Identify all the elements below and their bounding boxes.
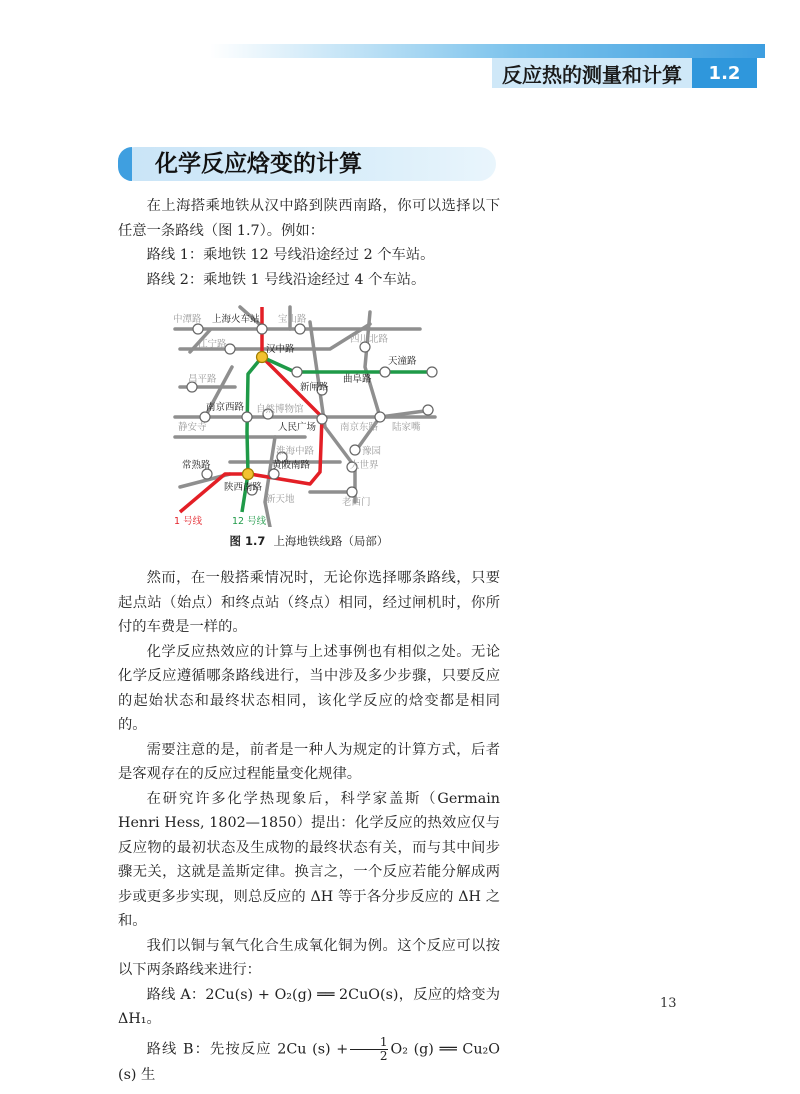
label-jiangning: 江宁路 — [198, 339, 227, 350]
figure-caption-text: 上海地铁线路（局部） — [273, 534, 389, 548]
main-text — [118, 566, 500, 1087]
label-hanzhong: 汉中路 — [266, 344, 295, 355]
paragraph-hess-law: 在研究许多化学热现象后，科学家盖斯（Germain Henri Hess, 1802—1850）提出：化学反应的热效应仅与反应物的最初状态及生成物的最终状态有关，而与其中间步骤无关，这就是盖斯定律。换言之，一个反应若能分解成两步或更多步实现，则总反应的 ΔH 等于各分步反应的 ΔH 之和。 — [118, 790, 500, 929]
route-a-equation: 2Cu(s) + O₂(g) ══ 2CuO(s) — [205, 986, 399, 1003]
paragraph-analogy: 化学反应热效应的计算与上述事例也有相似之处。无论化学反应遵循哪条路线进行，当中涉及多少步骤，只要反应的起始状态和最终状态相同，该化学反应的焓变都是相同的。 — [118, 643, 500, 733]
route-1-text: 路线 1：乘地铁 12 号线沿途经过 2 个车站。 — [146, 247, 435, 263]
label-laoximen: 老西门 — [342, 497, 371, 508]
label-lujiazui: 陆家嘴 — [392, 422, 421, 433]
route-b-label: 路线 B：先按反应 2Cu (s) + — [146, 1041, 349, 1057]
section-number-badge: 1.2 — [692, 58, 757, 88]
half-fraction — [350, 1036, 388, 1063]
label-xinzha: 新闸路 — [300, 382, 329, 393]
label-huaihai-middle: 淮海中路 — [276, 446, 315, 457]
legend-line-1: 1 号线 — [174, 516, 203, 527]
label-zhongtan: 中潭路 — [173, 314, 202, 325]
label-yuyuan: 豫园 — [362, 446, 382, 457]
route-a-line — [118, 983, 500, 1032]
label-qufu: 曲阜路 — [343, 374, 372, 385]
label-west-nanjing: 南京西路 — [206, 402, 245, 413]
shaanxi-south-transfer-marker — [243, 469, 254, 480]
metro-map — [170, 302, 440, 527]
route-b-tail: O₂ (g) ══ Cu₂O (s) 生 — [118, 1041, 500, 1083]
fraction-denominator: 2 — [379, 1048, 388, 1063]
chapter-title: 反应热的测量和计算 — [492, 58, 692, 88]
figure-caption — [118, 533, 500, 549]
label-baoshan: 宝山路 — [278, 314, 307, 325]
paragraph-fare: 然而，在一般搭乘情况时，无论你选择哪条路线，只要起点站（始点）和终点站（终点）相同，经过闸机时，你所付的车费是一样的。 — [118, 570, 500, 635]
route-2-text: 路线 2：乘地铁 1 号线沿途经过 4 个车站。 — [146, 271, 426, 288]
label-jingan: 静安寺 — [178, 422, 207, 433]
label-huangpi-south: 黄陂南路 — [272, 460, 311, 471]
label-shanghai-station: 上海火车站 — [212, 314, 260, 325]
label-dashijie: 大世界 — [350, 460, 379, 471]
label-shaanxi-south: 陕西南路 — [224, 482, 263, 493]
label-xintiandi: 新天地 — [266, 494, 295, 505]
page-number: 13 — [660, 996, 677, 1011]
label-sichuan-north: 四川北路 — [350, 334, 389, 345]
label-peoples-square: 人民广场 — [278, 422, 317, 433]
intro-paragraph: 在上海搭乘地铁从汉中路到陕西南路，你可以选择以下任意一条路线（图 1.7）。例如： — [118, 198, 500, 239]
header-gradient-bar — [210, 44, 765, 58]
route-b-line — [118, 1036, 500, 1088]
fraction-numerator: 1 — [350, 1036, 388, 1050]
label-changping: 昌平路 — [188, 374, 217, 385]
route-a-tail: ，反应的焓变为 ΔH₁。 — [118, 986, 501, 1027]
paragraph-note: 需要注意的是，前者是一种人为规定的计算方式，后者是客观存在的反应过程能量变化规律。 — [118, 741, 500, 782]
label-changshu: 常熟路 — [182, 460, 211, 471]
route-a-label: 路线 A： — [146, 986, 206, 1003]
section-heading-cap — [118, 147, 132, 181]
label-tiantong: 天潼路 — [388, 356, 417, 367]
label-natural-history: 自然博物馆 — [256, 404, 304, 415]
label-east-nanjing: 南京东路 — [340, 422, 379, 433]
figure-number: 图 1.7 — [229, 534, 266, 548]
section-title: 化学反应焓变的计算 — [155, 151, 362, 177]
legend-line-12: 12 号线 — [232, 516, 267, 527]
intro-text — [118, 194, 500, 292]
paragraph-example: 我们以铜与氧气化合生成氧化铜为例。这个反应可以按以下两条路线来进行： — [118, 937, 500, 978]
